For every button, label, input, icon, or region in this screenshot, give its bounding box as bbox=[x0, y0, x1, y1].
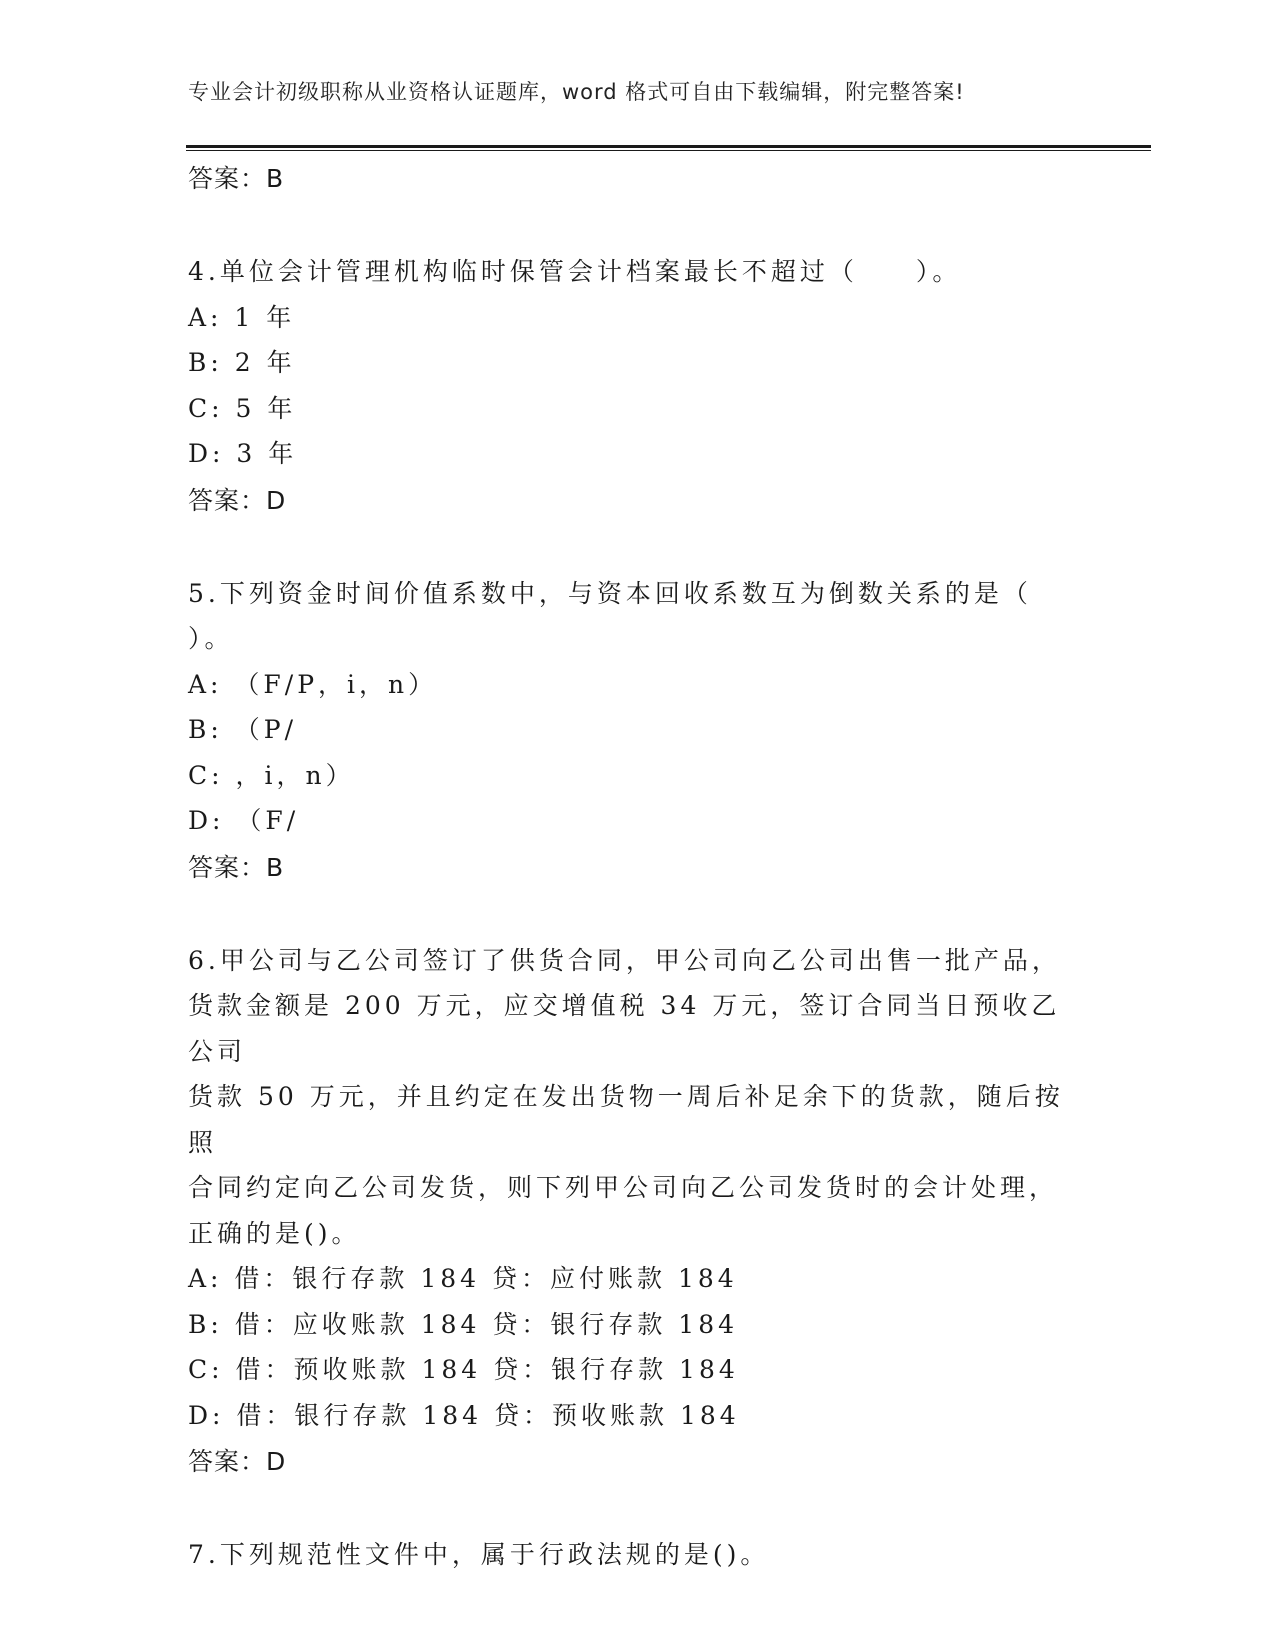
question-7 bbox=[188, 1532, 1088, 1578]
question-6-text-line3: 货款 50 万元，并且约定在发出货物一周后补足余下的货款，随后按照 bbox=[188, 1082, 1064, 1157]
question-6-option-a: A: 借：银行存款 184 贷：应付账款 184 bbox=[188, 1264, 738, 1293]
question-6-option-c: C: 借：预收账款 184 贷：银行存款 184 bbox=[188, 1355, 739, 1384]
question-4 bbox=[188, 249, 1088, 477]
answer-q5: 答案：B bbox=[188, 852, 285, 882]
answer-q3: 答案：B bbox=[188, 164, 285, 193]
question-5-text-line2: ）。 bbox=[188, 624, 234, 653]
question-5-option-b: B: （P/ bbox=[188, 715, 297, 744]
question-5 bbox=[188, 571, 1088, 844]
question-4-option-c: C: 5 年 bbox=[188, 393, 297, 423]
question-4-option-d: D: 3 年 bbox=[188, 439, 298, 468]
question-7-text: 7.下列规范性文件中，属于行政法规的是()。 bbox=[188, 1540, 770, 1569]
header-divider-thin bbox=[186, 150, 1151, 151]
question-6-option-b: B: 借：应收账款 184 贷：银行存款 184 bbox=[188, 1309, 739, 1339]
question-5-option-d: D: （F/ bbox=[188, 806, 300, 835]
question-6-option-d: D: 借：银行存款 184 贷：预收账款 184 bbox=[188, 1400, 740, 1430]
question-content bbox=[188, 155, 1088, 1578]
question-4-option-a: A: 1 年 bbox=[188, 302, 296, 332]
question-4-option-b: B: 2 年 bbox=[188, 348, 296, 377]
question-5-text-line1: 5.下列资金时间价值系数中，与资本回收系数互为倒数关系的是（ bbox=[188, 578, 1032, 608]
question-6-text-line2: 货款金额是 200 万元，应交增值税 34 万元，签订合同当日预收乙公司 bbox=[188, 991, 1061, 1066]
header-divider bbox=[186, 145, 1151, 148]
question-4-text: 4.单位会计管理机构临时保管会计档案最长不超过（ ）。 bbox=[188, 257, 962, 286]
page-header: 专业会计初级职称从业资格认证题库，word 格式可自由下载编辑，附完整答案! bbox=[188, 80, 965, 104]
spacer bbox=[188, 892, 1088, 938]
question-6-text-line4: 合同约定向乙公司发货，则下列甲公司向乙公司发货时的会计处理， bbox=[188, 1173, 1059, 1202]
question-6-text-line5: 正确的是()。 bbox=[188, 1218, 361, 1248]
answer-q4: 答案：D bbox=[188, 485, 287, 515]
spacer bbox=[188, 525, 1088, 571]
question-5-option-c: C: ，i，n） bbox=[188, 760, 355, 790]
question-6 bbox=[188, 938, 1088, 1439]
question-5-option-a: A: （F/P，i，n） bbox=[188, 669, 438, 699]
question-6-text-line1: 6.甲公司与乙公司签订了供货合同，甲公司向乙公司出售一批产品， bbox=[188, 945, 1061, 975]
spacer bbox=[188, 203, 1088, 249]
answer-q6: 答案：D bbox=[188, 1447, 287, 1476]
spacer bbox=[188, 1486, 1088, 1532]
